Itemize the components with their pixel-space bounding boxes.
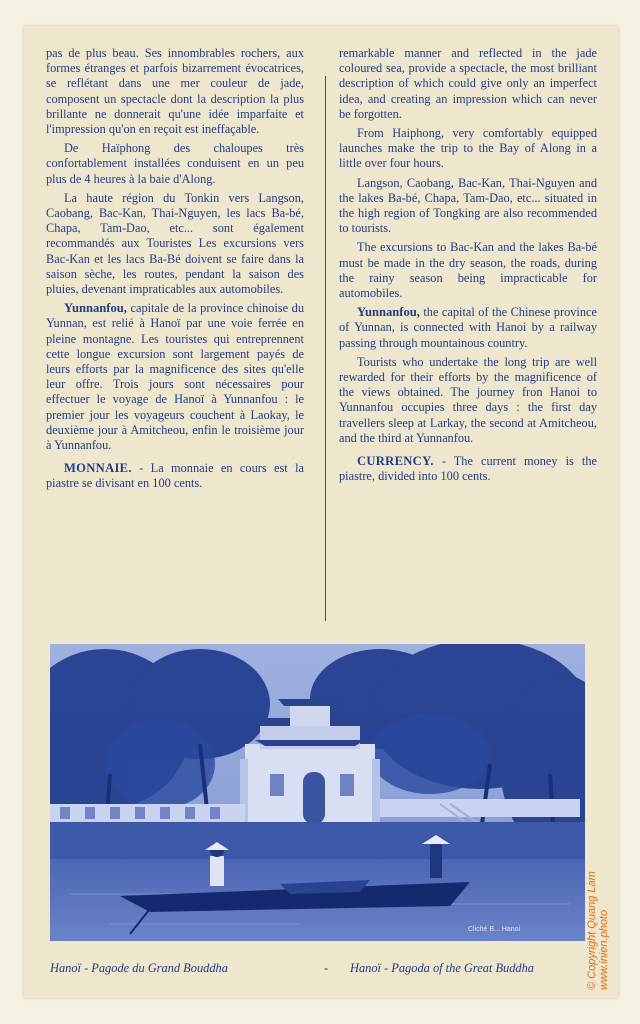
en-yunnanfou-heading: Yunnanfou, <box>357 305 420 320</box>
caption-english: Hanoï - Pagoda of the Great Buddha <box>350 961 535 975</box>
en-paragraph-5 <box>339 305 597 351</box>
pagoda-photograph <box>50 644 585 941</box>
fr-monnaie-text: - La monnaie en cours est la piastre se divisant en 100 cents. <box>46 461 304 491</box>
brochure-page <box>24 26 618 998</box>
website-line: www.inien.photo <box>598 909 610 990</box>
photo-inscription: Cliché B... Hanoi <box>468 926 521 933</box>
en-paragraph-3: Langson, Caobang, Bac-Kan, Thai-Nguyen and the lakes Ba-bé, Chapa, Tam-Dao, etc... situated in the high region of Tongking are also recommended to tourists. <box>339 175 597 236</box>
en-yunnanfou-text: the capital of the Chinese province of Yunnan, is connected with Hanoi by a railway passing through mountainous country. <box>339 305 597 350</box>
pagoda-photo-illustration <box>50 644 585 941</box>
en-paragraph-2: From Haiphong, very comfortably equipped launches make the trip to the Bay of Along in a little over four hours. <box>339 126 597 171</box>
caption-separator: - <box>324 961 329 975</box>
fr-paragraph-3: La haute région du Tonkin vers Langson, Caobang, Bac-Kan, Thai-Nguyen, les lacs Ba-bé, Chapa, Tam-Dao, etc... sont également recommandés aux Touristes Les excursions vers Bac-Kan et les lacs Ba-Bé doivent se faire dans la saison sèche, les routes, pendant la saison des pluies, devenant impraticables aux automobiles. <box>46 190 304 297</box>
copyright-line: © Copyright Quang Lam <box>586 871 598 990</box>
fr-paragraph-2: De Haïphong des chaloupes très confortablement installées conduisent en un peu plus de 4 heures à la baie d'Along. <box>46 141 304 186</box>
en-paragraph-4: The excursions to Bac-Kan and the lakes Ba-bé must be made in the dry season, the roads, during the rainy season being impracticable for automobiles. <box>339 240 597 301</box>
copyright-watermark <box>586 820 610 990</box>
column-divider <box>325 76 326 621</box>
fr-yunnanfou-text: capitale de la province chinoise du Yunnan, est relié à Hanoï par une voie ferrée en pleine montagne. Les touristes qui entreprennent cette longue excursion sont largement payés de leurs efforts par la magnificence des sites qu'elle leur offre. Trois jours sont nécessaires pour effectuer le voyage de Hanoï à Yunnanfou : le premier jour les voyageurs couchent à Laokay, le deuxième jour à Amitcheou, enfin le troisième jour à Yunnanfou. <box>46 301 304 453</box>
fr-paragraph-5 <box>46 461 304 491</box>
fr-monnaie-heading: MONNAIE. <box>64 461 132 476</box>
en-paragraph-1: remarkable manner and reflected in the jade coloured sea, provide a spectacle, the most brilliant description of which could give only an imperfect idea, and creating an impression which can never be forgotten. <box>339 46 597 121</box>
en-paragraph-6: Tourists who undertake the long trip are well rewarded for their efforts by the magnificence of the views obtained. The journey fron Hanoi to Yunnanfou occupies three days : the first day travellers sleep at Larkay, the second at Amitcheou, and the third at Yunnanfou. <box>339 354 597 445</box>
en-paragraph-7 <box>339 454 597 484</box>
caption-french: Hanoï - Pagode du Grand Bouddha <box>50 961 228 975</box>
text-columns <box>46 46 598 626</box>
en-currency-heading: CURRENCY. <box>357 454 434 469</box>
french-column <box>46 46 304 496</box>
english-column <box>339 46 597 488</box>
fr-yunnanfou-heading: Yunnanfou, <box>64 301 127 316</box>
en-currency-text: - The current money is the piastre, divided into 100 cents. <box>339 454 597 484</box>
fr-paragraph-4 <box>46 301 304 453</box>
fr-paragraph-1: pas de plus beau. Ses innombrables rochers, aux formes étranges et parfois bizarrement évocatrices, se reflétant dans une mer couleur de jade, composent un spectacle dont la description la plus brillante ne donnerait qu'une idée imparfaite et l'impression qu'on en reçoit est ineffaçable. <box>46 46 304 137</box>
